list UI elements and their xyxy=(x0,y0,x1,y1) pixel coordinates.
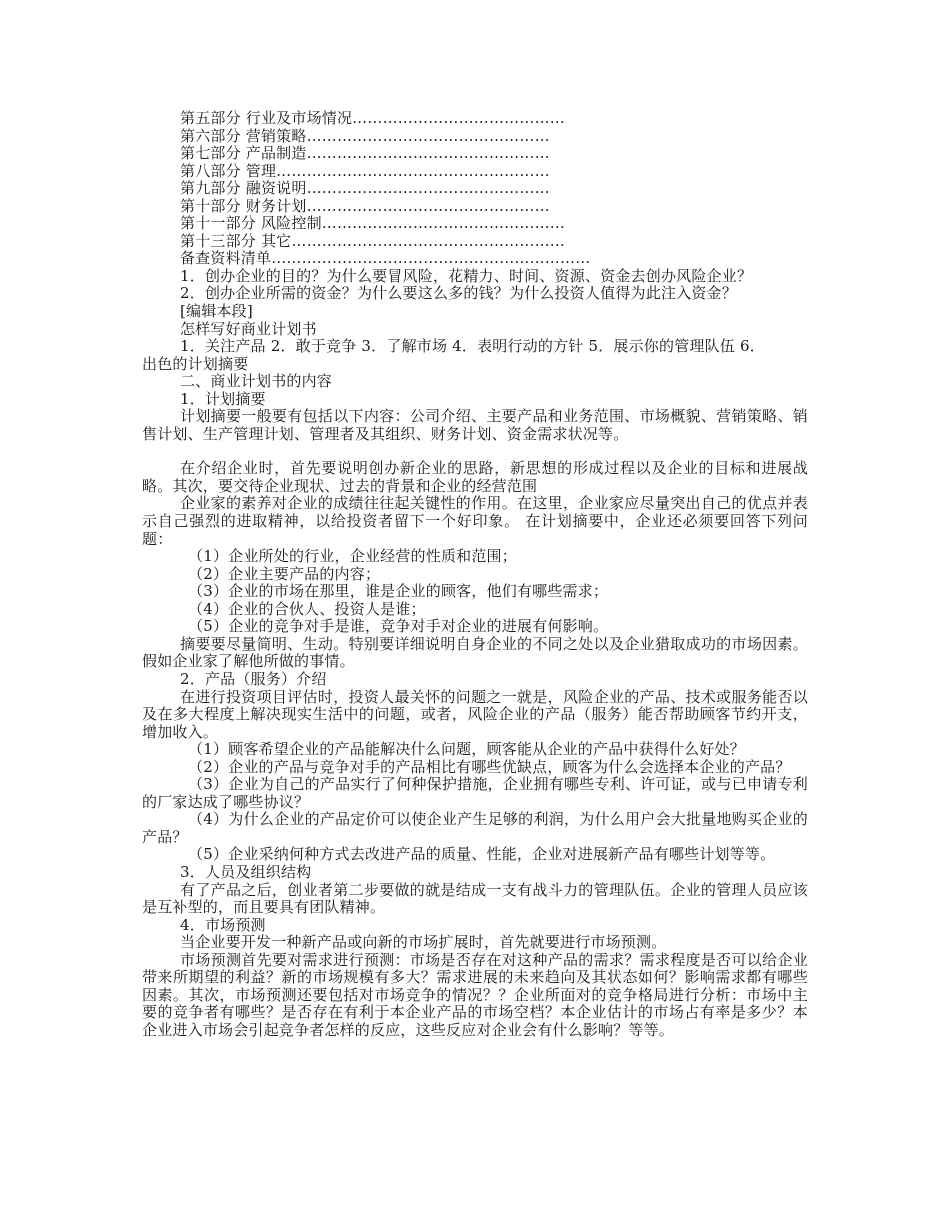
paragraph: 在进行投资项目评估时，投资人最关怀的问题之一就是，风险企业的产品、技术或服务能否以及在多大程度上解决现实生活中的问题，或者，风险企业的产品（服务）能否帮助顾客节约开支，增加收入。 xyxy=(142,687,808,741)
toc-item: 第九部分 融资说明………………………………………… xyxy=(180,180,550,198)
tips-list-continued: 出色的计划摘要 xyxy=(142,355,249,373)
paragraph: 有了产品之后，创业者第二步要做的就是结成一支有战斗力的管理队伍。企业的管理人员应该是互补型的，而且要具有团队精神。 xyxy=(142,880,808,917)
toc-item: 第十部分 财务计划………………………………………… xyxy=(180,197,550,215)
subsection-heading: 2．产品（服务）介绍 xyxy=(180,670,327,688)
list-item: （1）企业所处的行业，企业经营的性质和范围； xyxy=(188,548,517,566)
toc-item: 第五部分 行业及市场情况…………………………………… xyxy=(180,110,565,127)
document-body xyxy=(142,110,808,1039)
blank-line xyxy=(142,443,808,460)
list-item: （5）企业采纳何种方式去改进产品的质量、性能，企业对进展新产品有哪些计划等等。 xyxy=(188,845,776,864)
section-heading: 怎样写好商业计划书 xyxy=(180,320,317,338)
list-item: （5）企业的竞争对手是谁，竞争对手对企业的进展有何影响。 xyxy=(188,618,609,636)
toc-item: 第七部分 产品制造………………………………………… xyxy=(180,145,550,163)
list-item: （3）企业为自己的产品实行了何种保护措施，企业拥有哪些专利、许可证，或与已申请专利的厂家达成了哪些协议？ xyxy=(142,775,808,811)
paragraph: 计划摘要一般要有包括以下内容：公司介绍、主要产品和业务范围、市场概貌、营销策略、销售计划、生产管理计划、管理者及其组织、财务计划、资金需求状况等。 xyxy=(142,407,808,443)
list-item: （4）为什么企业的产品定价可以使企业产生足够的利润，为什么用户会大批量地购买企业的产品？ xyxy=(142,810,808,846)
list-item: （1）顾客希望企业的产品能解决什么问题，顾客能从企业的产品中获得什么好处？ xyxy=(188,740,745,759)
list-item: （2）企业主要产品的内容； xyxy=(188,565,381,583)
subsection-heading: 3．人员及组织结构 xyxy=(180,863,312,881)
toc-item: 第六部分 营销策略………………………………………… xyxy=(180,127,550,145)
paragraph: 摘要要尽量简明、生动。特别要详细说明自身企业的不同之处以及企业猎取成功的市场因素。假如企业家了解他所做的事情。 xyxy=(142,634,808,671)
toc-item: 第八部分 管理……………………………………………… xyxy=(180,162,550,180)
list-item: （2）企业的产品与竞争对手的产品相比有哪些优缺点，顾客为什么会选择本企业的产品？ xyxy=(188,757,791,776)
paragraph: 企业家的素养对企业的成绩往往起关键性的作用。在这里，企业家应尽量突出自己的优点并表示自己强烈的进取精神，以给投资者留下一个好印象。 在计划摘要中，企业还必须要回答下列问题： xyxy=(142,494,808,548)
toc-item: 备查资料清单……………………………………………………… xyxy=(180,250,591,268)
list-item: （3）企业的市场在那里，谁是企业的顾客，他们有哪些需求； xyxy=(188,583,609,601)
tips-list: 1．关注产品 2．敢于竞争 3．了解市场 4．表明行动的方针 5．展示你的管理队伍 6． xyxy=(180,338,765,356)
paragraph: 市场预测首先要对需求进行预测：市场是否存在对这种产品的需求？需求程度是否可以给企业带来所期望的利益？新的市场规模有多大？需求进展的未来趋向及其状态如何？影响需求都有哪些因素。其次，市场预测还要包括对市场竞争的情况？？企业所面对的竞争格局进行分析：市场中主要的竞争者有哪些？是否存在有利于本企业产品的市场空档？本企业估计的市场占有率是多少？本企业进入市场会引起竞争者怎样的反应，这些反应对企业会有什么影响？等等。 xyxy=(142,950,808,1039)
table-of-contents xyxy=(142,110,808,268)
list-item: （4）企业的合伙人、投资人是谁； xyxy=(188,600,426,618)
toc-item: 第十一部分 风险控制………………………………………… xyxy=(180,215,565,233)
subsection-heading: 1．计划摘要 xyxy=(180,390,266,408)
section-heading: 二、商业计划书的内容 xyxy=(180,373,333,391)
question-1: 1．创办企业的目的？为什么要冒风险，花精力、时间、资源、资金去创办风险企业？ xyxy=(180,267,753,285)
question-2: 2．创办企业所需的资金？为什么要这么多的钱？为什么投资人值得为此注入资金？ xyxy=(180,285,737,303)
paragraph: 当企业要开发一种新产品或向新的市场扩展时，首先就要进行市场预测。 xyxy=(180,933,667,952)
toc-item: 第十三部分 其它……………………………………………… xyxy=(180,232,565,250)
subsection-heading: 4．市场预测 xyxy=(180,916,266,934)
paragraph: 在介绍企业时，首先要说明创办新企业的思路，新思想的形成过程以及企业的目标和进展战略。其次，要交待企业现状、过去的背景和企业的经营范围 xyxy=(142,459,808,495)
edit-section-link[interactable]: [编辑本段] xyxy=(180,303,253,321)
